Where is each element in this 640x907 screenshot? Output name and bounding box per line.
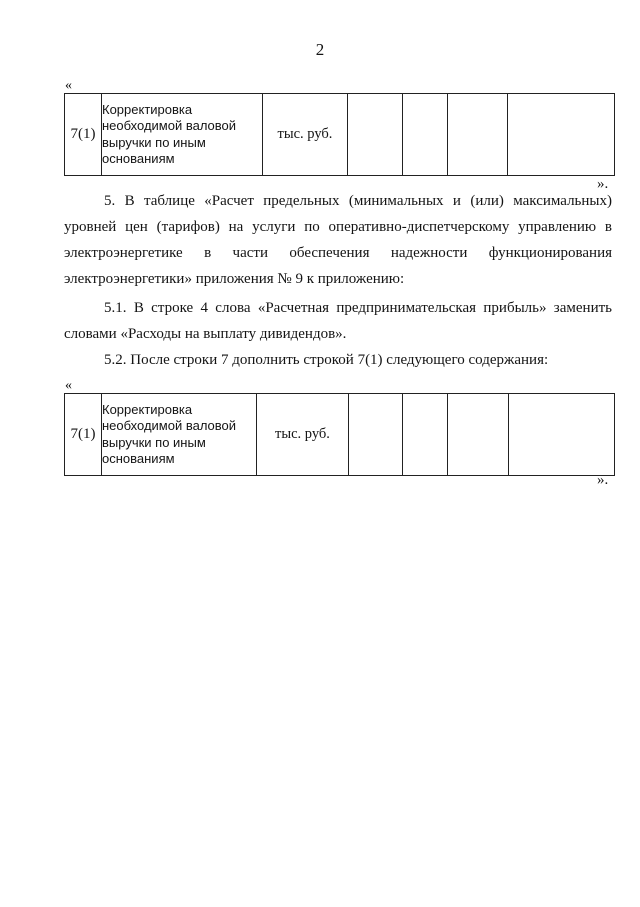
row-number-cell: 7(1) [65,94,102,176]
value-cell [403,394,448,476]
opening-quote: « [65,378,72,393]
amendment-table-1 [64,93,615,176]
unit-cell: тыс. руб. [263,94,348,176]
value-cell [509,394,615,476]
closing-quote: ». [597,176,609,192]
paragraph-5-1: 5.1. В строке 4 слова «Расчетная предпринимательская прибыль» заменить словами «Расходы на выплату дивидендов». [64,300,612,342]
row-number-cell: 7(1) [65,394,102,476]
amendment-table-2 [64,393,615,476]
closing-quote: ». [597,472,609,488]
value-cell [508,94,615,176]
value-cell [448,94,508,176]
value-cell [448,394,509,476]
value-cell [349,394,403,476]
paragraph-5-2: 5.2. После строки 7 дополнить строкой 7(1) следующего содержания: [104,352,549,368]
table-row [65,94,615,176]
unit-cell: тыс. руб. [257,394,349,476]
row-description-cell: Корректировка необходимой валовой выручки по иным основаниям [102,394,257,476]
table-row [65,394,615,476]
value-cell [403,94,448,176]
page-number: 2 [315,40,325,59]
paragraph-5: 5. В таблице «Расчет предельных (минимальных и (или) максимальных) уровней цен (тарифов) на услуги по оперативно-диспетчерскому управлению в электроэнергетике в части обеспечения надежности функционирования электроэнергетики» приложения № 9 к приложению: [64,193,612,287]
row-description-cell: Корректировка необходимой валовой выручки по иным основаниям [102,94,263,176]
value-cell [348,94,403,176]
opening-quote: « [65,78,72,93]
